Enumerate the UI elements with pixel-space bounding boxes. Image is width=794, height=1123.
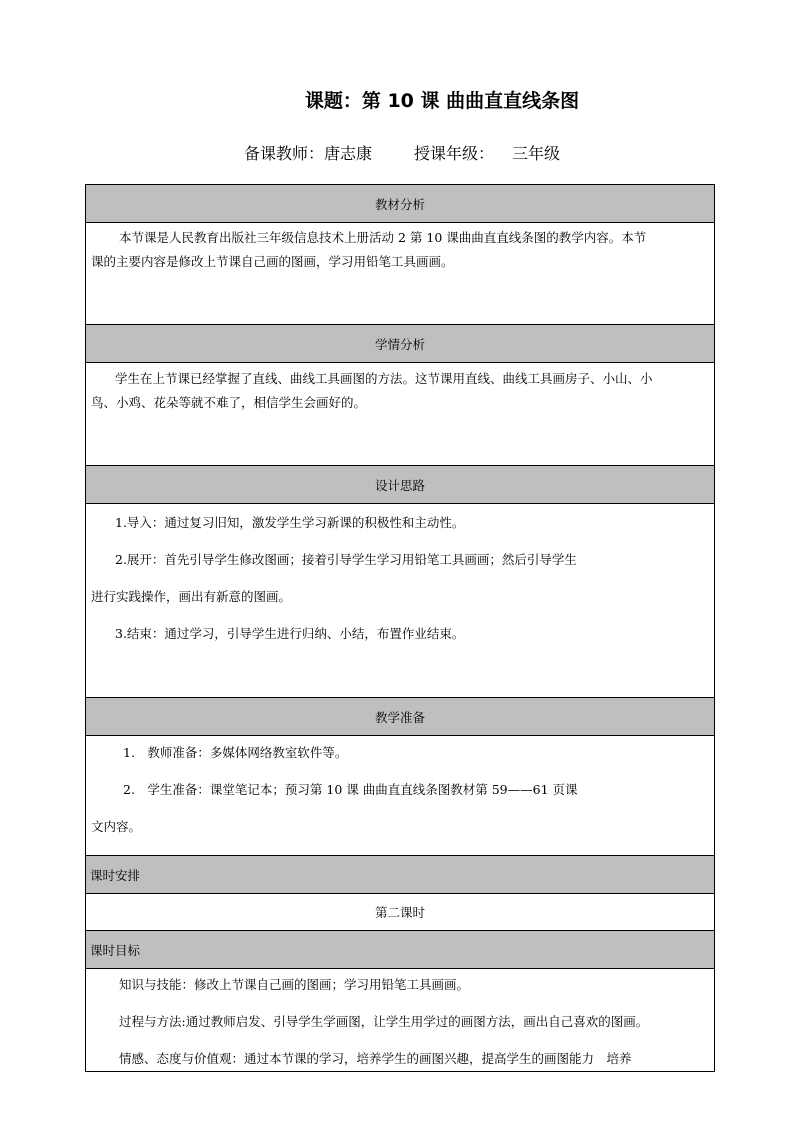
- prep-teacher: 1. 教师准备：多媒体网络教室软件等。: [123, 745, 348, 760]
- section-heading-objectives: 课时目标: [86, 931, 715, 969]
- design-develop: 2.展开：首先引导学生修改图画；接着引导学生学习用铅笔工具画画；然后引导学生: [115, 552, 577, 567]
- objective-knowledge: 知识与技能：修改上节课自己画的图画；学习用铅笔工具画画。: [119, 977, 470, 992]
- students-line-1: 学生在上节课已经掌握了直线、曲线工具画图的方法。这节课用直线、曲线工具画房子、小山、小: [115, 371, 653, 386]
- lesson-meta: [244, 141, 560, 164]
- design-conclude: 3.结束：通过学习，引导学生进行归纳、小结，布置作业结束。: [115, 626, 465, 641]
- design-body: [86, 504, 715, 698]
- grade-value: 三年级: [512, 144, 561, 163]
- schedule-value: 第二课时: [86, 894, 715, 931]
- section-heading-students: 学情分析: [86, 325, 715, 363]
- lesson-title: 课题：第 10 课 曲曲直直线条图: [304, 90, 580, 112]
- section-heading-preparation: 教学准备: [86, 698, 715, 736]
- section-heading-materials: 教材分析: [86, 185, 715, 223]
- lesson-plan-table: [85, 184, 715, 1072]
- grade-label: 授课年级：: [414, 144, 495, 163]
- student-analysis-body: [86, 363, 715, 466]
- section-heading-design: 设计思路: [86, 466, 715, 504]
- prep-student: 2. 学生准备：课堂笔记本；预习第 10 课 曲曲直直线条图教材第 59——61 页课: [123, 782, 578, 797]
- preparation-body: [86, 736, 715, 856]
- objective-process: 过程与方法:通过教师启发、引导学生学画图，让学生用学过的画图方法，画出自己喜欢的图画。: [119, 1014, 649, 1029]
- materials-analysis-body: [86, 223, 715, 325]
- materials-line-1: 本节课是人民教育出版社三年级信息技术上册活动 2 第 10 课曲曲直直线条图的教学内容。本节: [119, 230, 647, 245]
- section-heading-schedule: 课时安排: [86, 856, 715, 894]
- materials-line-2: 课的主要内容是修改上节课自己画的图画，学习用铅笔工具画画。: [91, 254, 454, 269]
- prep-student-cont: 文内容。: [91, 819, 142, 834]
- teacher-label: 备课教师：: [244, 144, 325, 163]
- design-develop-cont: 进行实践操作，画出有新意的图画。: [91, 589, 292, 604]
- design-intro: 1.导入：通过复习旧知，激发学生学习新课的积极性和主动性。: [115, 515, 465, 530]
- teacher-name: 唐志康: [324, 144, 373, 163]
- students-line-2: 鸟、小鸡、花朵等就不难了，相信学生会画好的。: [91, 395, 367, 410]
- objective-attitude: 情感、态度与价值观：通过本节课的学习，培养学生的画图兴趣，提高学生的画图能力 培养: [119, 1051, 632, 1066]
- objectives-body: [86, 969, 715, 1072]
